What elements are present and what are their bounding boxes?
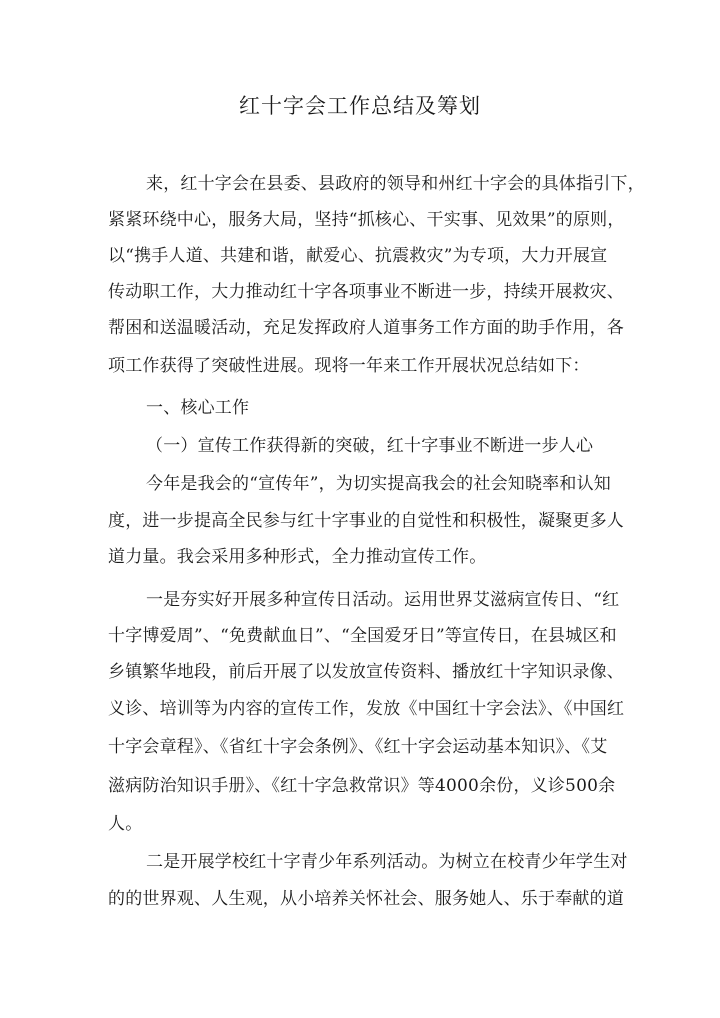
paragraph-line: 今年是我会的“宣传年”，为切实提高我会的社会知晓率和认知	[146, 474, 611, 494]
paragraph-line: 一是夯实好开展多种宣传日活动。运用世界艾滋病宣传日、“红	[146, 590, 620, 610]
paragraph-line: 乡镇繁华地段，前后开展了以发放宣传资料、播放红十字知识录像、	[108, 662, 624, 682]
paragraph-line: 道力量。我会采用多种形式，全力推动宣传工作。	[108, 547, 487, 567]
section-heading: 一、核心工作	[146, 398, 250, 418]
paragraph-line: 以“携手人道、共建和谐，献爱心、抗震救灾”为专项，大力开展宣	[108, 246, 608, 266]
paragraph-line: 十字会章程》、《省红十字会条例》、《红十字会运动基本知识》、《艾	[108, 737, 608, 757]
paragraph-line: 来，红十字会在县委、县政府的领导和州红十字会的具体指引下，	[146, 174, 645, 194]
paragraph-line: 紧紧环绕中心，服务大局，坚持“抓核心、干实事、见效果”的原则，	[108, 210, 625, 230]
paragraph-line: 人。	[108, 814, 143, 834]
paragraph-line: 传动职工作，大力推动红十字各项事业不断进一步，持续开展救灾、	[108, 282, 624, 302]
document-title: 红十字会工作总结及筹划	[239, 94, 481, 118]
paragraph-line: 二是开展学校红十字青少年系列活动。为树立在校青少年学生对	[146, 852, 628, 872]
paragraph-line: 的的世界观、人生观，从小培养关怀社会、服务她人、乐于奉献的道	[108, 889, 624, 909]
paragraph-line: 十字博爱周”、“免费献血日”、“全国爱牙日”等宣传日，在县城区和	[108, 626, 617, 646]
paragraph-line: 度，进一步提高全民参与红十字事业的自觉性和积极性，凝聚更多人	[108, 511, 624, 531]
subsection-heading: （一）宣传工作获得新的突破，红十字事业不断进一步人心	[146, 436, 594, 456]
paragraph-line: 滋病防治知识手册》、《红十字急救常识》等4000余份，义诊500余	[108, 776, 616, 796]
paragraph-line: 帮困和送温暖活动，充足发挥政府人道事务工作方面的助手作用，各	[108, 318, 624, 338]
paragraph-line: 义诊、培训等为内容的宣传工作，发放《中国红十字会法》、《中国红	[108, 699, 625, 719]
paragraph-line: 项工作获得了突破性进展。现将一年来工作开展状况总结如下：	[108, 356, 590, 376]
